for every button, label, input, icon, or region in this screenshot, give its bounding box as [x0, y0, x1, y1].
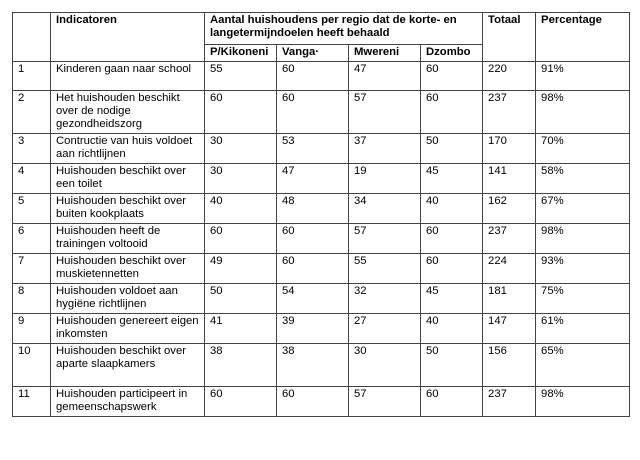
- value-mwereni: 57: [349, 91, 421, 134]
- table-row: [13, 62, 630, 91]
- region-header-mwereni: Mwereni: [349, 45, 421, 62]
- value-vanga: 53: [277, 134, 349, 164]
- indicator-cell: Huishouden heeft de trainingen voltooid: [51, 224, 205, 254]
- header-row: [13, 13, 630, 45]
- percentage-cell: 98%: [536, 224, 630, 254]
- value-mwereni: 27: [349, 314, 421, 344]
- value-vanga: 60: [277, 91, 349, 134]
- percentage-cell: 75%: [536, 284, 630, 314]
- value-dzombo: 60: [421, 254, 483, 284]
- table-row: [13, 344, 630, 387]
- percentage-cell: 98%: [536, 91, 630, 134]
- row-number: 11: [13, 387, 51, 417]
- row-number: 6: [13, 224, 51, 254]
- value-mwereni: 34: [349, 194, 421, 224]
- value-vanga: 39: [277, 314, 349, 344]
- value-vanga: 48: [277, 194, 349, 224]
- row-number: 1: [13, 62, 51, 91]
- region-header-kikoneni: P/Kikoneni: [205, 45, 277, 62]
- value-vanga: 60: [277, 62, 349, 91]
- number-column-header: [13, 13, 51, 62]
- value-mwereni: 57: [349, 387, 421, 417]
- total-column-header: Totaal: [483, 13, 536, 62]
- households-indicators-table: [12, 12, 630, 417]
- regions-group-header: Aantal huishoudens per regio dat de korte- en langetermijndoelen heeft behaald: [205, 13, 483, 45]
- percentage-cell: 61%: [536, 314, 630, 344]
- value-kikoneni: 40: [205, 194, 277, 224]
- value-kikoneni: 55: [205, 62, 277, 91]
- value-mwereni: 55: [349, 254, 421, 284]
- value-kikoneni: 50: [205, 284, 277, 314]
- percentage-cell: 70%: [536, 134, 630, 164]
- table-row: [13, 134, 630, 164]
- value-dzombo: 60: [421, 91, 483, 134]
- total-cell: 170: [483, 134, 536, 164]
- total-cell: 181: [483, 284, 536, 314]
- row-number: 9: [13, 314, 51, 344]
- percentage-cell: 67%: [536, 194, 630, 224]
- percentage-cell: 58%: [536, 164, 630, 194]
- indicator-cell: Huishouden beschikt over een toilet: [51, 164, 205, 194]
- value-kikoneni: 30: [205, 164, 277, 194]
- percentage-cell: 91%: [536, 62, 630, 91]
- row-number: 5: [13, 194, 51, 224]
- indicator-cell: Het huishouden beschikt over de nodige gezondheidszorg: [51, 91, 205, 134]
- region-header-vanga: Vanga·: [277, 45, 349, 62]
- value-kikoneni: 41: [205, 314, 277, 344]
- total-cell: 237: [483, 91, 536, 134]
- table-row: [13, 224, 630, 254]
- value-mwereni: 30: [349, 344, 421, 387]
- value-dzombo: 60: [421, 224, 483, 254]
- value-dzombo: 45: [421, 164, 483, 194]
- total-cell: 162: [483, 194, 536, 224]
- value-vanga: 60: [277, 224, 349, 254]
- value-vanga: 54: [277, 284, 349, 314]
- value-mwereni: 19: [349, 164, 421, 194]
- value-dzombo: 60: [421, 62, 483, 91]
- row-number: 2: [13, 91, 51, 134]
- value-dzombo: 60: [421, 387, 483, 417]
- table-row: [13, 254, 630, 284]
- indicator-cell: Contructie van huis voldoet aan richtlijnen: [51, 134, 205, 164]
- row-number: 7: [13, 254, 51, 284]
- indicator-column-header: Indicatoren: [51, 13, 205, 62]
- value-kikoneni: 38: [205, 344, 277, 387]
- total-cell: 147: [483, 314, 536, 344]
- total-cell: 220: [483, 62, 536, 91]
- value-dzombo: 50: [421, 344, 483, 387]
- value-kikoneni: 60: [205, 91, 277, 134]
- value-mwereni: 37: [349, 134, 421, 164]
- value-mwereni: 57: [349, 224, 421, 254]
- value-kikoneni: 60: [205, 387, 277, 417]
- value-vanga: 60: [277, 387, 349, 417]
- value-vanga: 38: [277, 344, 349, 387]
- value-mwereni: 32: [349, 284, 421, 314]
- value-dzombo: 45: [421, 284, 483, 314]
- value-dzombo: 50: [421, 134, 483, 164]
- indicator-cell: Huishouden genereert eigen inkomsten: [51, 314, 205, 344]
- table-row: [13, 164, 630, 194]
- indicator-cell: Huishouden beschikt over aparte slaapkamers: [51, 344, 205, 387]
- table-row: [13, 91, 630, 134]
- percentage-cell: 93%: [536, 254, 630, 284]
- indicator-cell: Huishouden beschikt over muskietennetten: [51, 254, 205, 284]
- value-kikoneni: 60: [205, 224, 277, 254]
- value-kikoneni: 30: [205, 134, 277, 164]
- row-number: 8: [13, 284, 51, 314]
- table-row: [13, 387, 630, 417]
- indicator-cell: Kinderen gaan naar school: [51, 62, 205, 91]
- row-number: 4: [13, 164, 51, 194]
- value-vanga: 47: [277, 164, 349, 194]
- percentage-column-header: Percentage: [536, 13, 630, 62]
- total-cell: 224: [483, 254, 536, 284]
- table-row: [13, 194, 630, 224]
- total-cell: 156: [483, 344, 536, 387]
- value-vanga: 60: [277, 254, 349, 284]
- row-number: 3: [13, 134, 51, 164]
- value-dzombo: 40: [421, 194, 483, 224]
- region-header-dzombo: Dzombo: [421, 45, 483, 62]
- percentage-cell: 98%: [536, 387, 630, 417]
- value-kikoneni: 49: [205, 254, 277, 284]
- table-row: [13, 284, 630, 314]
- row-number: 10: [13, 344, 51, 387]
- indicator-cell: Huishouden participeert in gemeenschapswerk: [51, 387, 205, 417]
- total-cell: 141: [483, 164, 536, 194]
- indicator-cell: Huishouden beschikt over buiten kookplaats: [51, 194, 205, 224]
- table-row: [13, 314, 630, 344]
- percentage-cell: 65%: [536, 344, 630, 387]
- value-dzombo: 40: [421, 314, 483, 344]
- indicator-cell: Huishouden voldoet aan hygiëne richtlijnen: [51, 284, 205, 314]
- total-cell: 237: [483, 387, 536, 417]
- value-mwereni: 47: [349, 62, 421, 91]
- total-cell: 237: [483, 224, 536, 254]
